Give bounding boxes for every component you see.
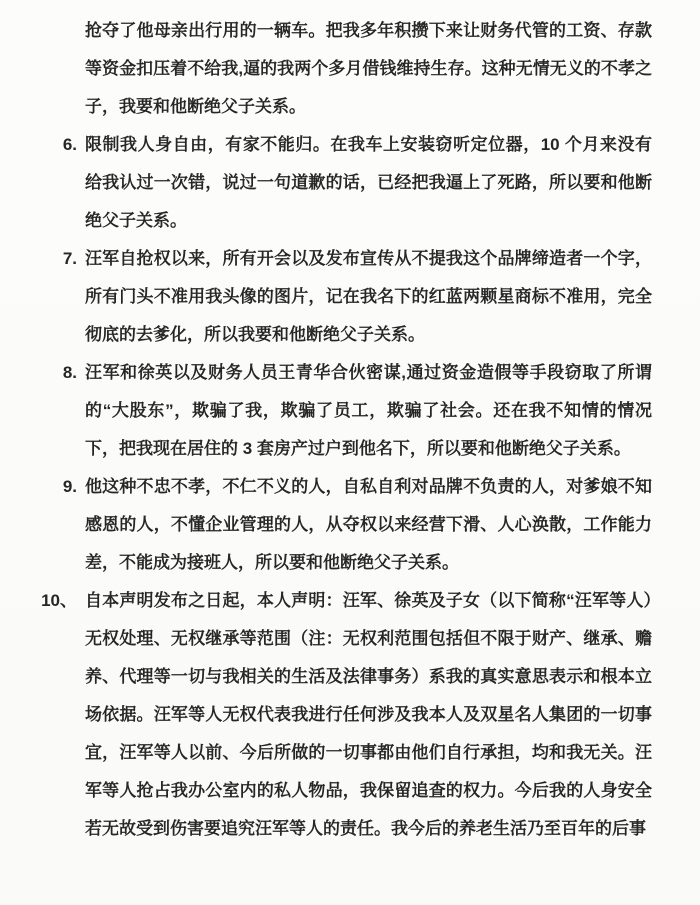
item-6-text: 限制我人身自由，有家不能归。在我车上安装窃听定位器，10 个月来没有给我认过一次错，说过一句道歉的话，已经把我逼上了死路，所以要和他断绝父子关系。: [85, 135, 652, 230]
item-8-number: 8.: [62, 363, 77, 382]
paragraph-continuation: [85, 12, 652, 126]
list-item-7: [62, 240, 652, 354]
item-9-number: 9.: [62, 477, 77, 496]
item-8-text: 汪军和徐英以及财务人员王青华合伙密谋,通过资金造假等手段窃取了所谓的“大股东”，欺骗了我，欺骗了员工，欺骗了社会。还在我不知情的情况下，把我现在居住的 3 套房产过户到他名下，所以要和他断绝父子关系。: [85, 363, 652, 458]
list-item-6: [62, 126, 652, 240]
item-10-text: 自本声明发布之日起，本人声明：汪军、徐英及子女（以下简称“汪军等人）无权处理、无权继承等范围（注：无权利范围包括但不限于财产、继承、赡养、代理等一切与我相关的生活及法律事务）系我的真实意思表示和根本立场依据。汪军等人无权代表我进行任何涉及我本人及双星名人集团的一切事宜，汪军等人以前、今后所做的一切事都由他们自行承担，均和我无关。汪军等人抢占我办公室内的私人物品，我保留追查的权力。今后我的人身安全若无故受到伤害要追究汪军等人的责任。我今后的养老生活乃至百年的后事: [85, 591, 652, 838]
item-7-number: 7.: [62, 249, 77, 268]
list-item-8: [62, 354, 652, 468]
list-item-9: [62, 468, 652, 582]
item-9-text: 他这种不忠不孝，不仁不义的人，自私自利对品牌不负责的人，对爹娘不知感恩的人，不懂企业管理的人，从夺权以来经营下滑、人心涣散，工作能力差，不能成为接班人，所以要和他断绝父子关系。: [85, 477, 652, 572]
item-10-number: 10、: [41, 591, 77, 610]
item-7-text: 汪军自抢权以来，所有开会以及发布宣传从不提我这个品牌缔造者一个字，所有门头不准用我头像的图片，记在我名下的红蓝两颗星商标不准用，完全彻底的去爹化，所以我要和他断绝父子关系。: [85, 249, 652, 344]
list-item-10: [41, 582, 652, 848]
paragraph-continuation-text: 抢夺了他母亲出行用的一辆车。把我多年积攒下来让财务代管的工资、存款等资金扣压着不给我,逼的我两个多月借钱维持生存。这种无情无义的不孝之子，我要和他断绝父子关系。: [85, 21, 652, 116]
item-6-number: 6.: [62, 135, 77, 154]
